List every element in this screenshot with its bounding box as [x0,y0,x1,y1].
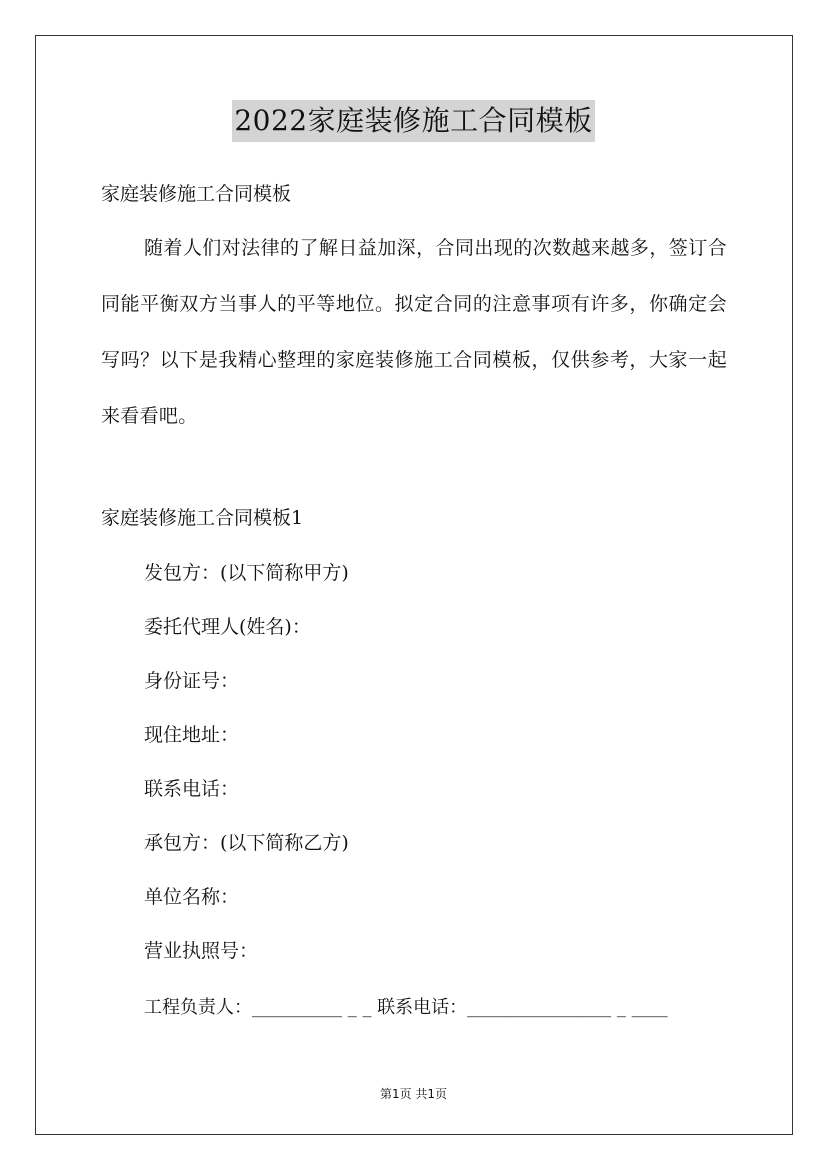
field-project-manager: 工程负责人：__________ _ _ 联系电话：________________ _ ____ [144,997,668,1018]
field-id-number: 身份证号： [144,670,240,692]
field-license-number: 营业执照号： [144,940,259,962]
document-title: 2022家庭装修施工合同模板 [232,100,594,142]
field-contractor: 承包方：(以下简称乙方) [144,832,349,854]
subtitle: 家庭装修施工合同模板 [101,183,292,205]
title-wrap [0,100,827,142]
field-client: 发包方：(以下简称甲方) [144,562,349,584]
page-footer: 第1页 共1页 [379,1087,448,1101]
intro-paragraph: 随着人们对法律的了解日益加深，合同出现的次数越来越多，签订合同能平衡双方当事人的平等地位。拟定合同的注意事项有许多，你确定会写吗？以下是我精心整理的家庭装修施工合同模板，仅供参考，大家一起来看看吧。 [101,237,727,427]
field-company-name: 单位名称： [144,886,240,908]
section-heading: 家庭装修施工合同模板1 [101,507,304,529]
field-address: 现住地址： [144,724,240,746]
field-phone: 联系电话： [144,778,240,800]
field-agent: 委托代理人(姓名)： [144,616,311,638]
